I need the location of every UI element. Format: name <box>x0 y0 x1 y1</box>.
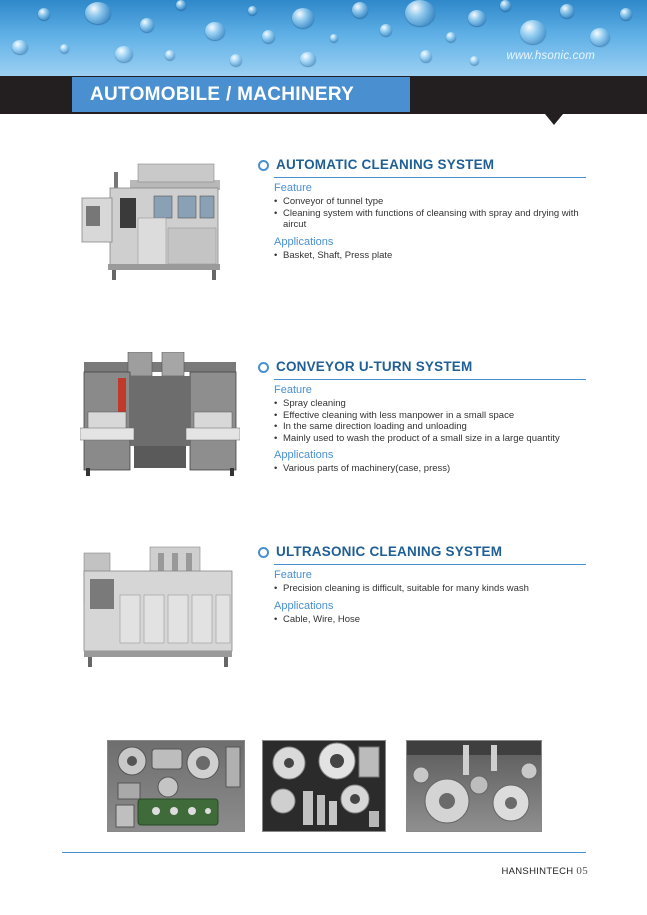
title-underline <box>274 177 586 178</box>
feature-label: Feature <box>274 384 312 396</box>
company-name: HANSHINTECH <box>501 866 574 877</box>
title-underline <box>274 564 586 565</box>
automatic-cleaning-system-image <box>78 158 238 283</box>
title-underline <box>274 379 586 380</box>
product-conveyor-u-turn-system <box>258 359 588 475</box>
application-item: • Various parts of machinery(case, press) <box>274 463 588 475</box>
applications-label: Applications <box>274 449 334 461</box>
applications-label: Applications <box>274 235 334 248</box>
circle-bullet-icon <box>258 547 269 558</box>
feature-item: • Mainly used to wash the product of a small size in a large quantity <box>274 433 588 445</box>
footer <box>501 865 588 877</box>
applications-list <box>274 614 588 626</box>
feature-item: • In the same direction loading and unloading <box>274 421 588 433</box>
feature-list <box>274 583 588 595</box>
applications-list <box>274 463 588 475</box>
website-url: www.hsonic.com <box>506 50 595 62</box>
pointer-triangle-icon <box>545 114 563 125</box>
parts-photo-3 <box>406 740 542 832</box>
circle-bullet-icon <box>258 160 269 171</box>
feature-item: • Effective cleaning with less manpower in a small space <box>274 410 588 422</box>
parts-photo-2 <box>262 740 386 832</box>
section-title: AUTOMOBILE / MACHINERY <box>90 84 355 105</box>
feature-list <box>274 398 588 444</box>
footer-divider <box>62 852 586 853</box>
applications-label: Applications <box>274 599 334 612</box>
feature-label: Feature <box>274 569 312 581</box>
application-item: • Basket, Shaft, Press plate <box>274 250 588 262</box>
application-item: • Cable, Wire, Hose <box>274 614 588 626</box>
applications-list <box>274 250 588 262</box>
header-water-banner <box>0 0 647 78</box>
product-title: CONVEYOR U-TURN SYSTEM <box>258 359 588 374</box>
product-ultrasonic-cleaning-system <box>258 544 588 625</box>
ultrasonic-cleaning-system-image <box>78 545 238 670</box>
feature-item: • Spray cleaning <box>274 398 588 410</box>
feature-list <box>274 196 588 231</box>
circle-bullet-icon <box>258 362 269 373</box>
parts-photo-1 <box>107 740 245 832</box>
product-title: AUTOMATIC CLEANING SYSTEM <box>258 157 588 172</box>
feature-item: • Cleaning system with functions of cleansing with spray and drying with aircut <box>274 208 588 231</box>
product-automatic-cleaning-system <box>258 157 588 261</box>
page-number: 05 <box>576 865 588 877</box>
product-title: ULTRASONIC CLEANING SYSTEM <box>258 544 588 559</box>
feature-label: Feature <box>274 182 312 194</box>
feature-item: • Conveyor of tunnel type <box>274 196 588 208</box>
feature-item: • Precision cleaning is difficult, suitable for many kinds wash <box>274 583 588 595</box>
conveyor-u-turn-system-image <box>80 352 240 477</box>
